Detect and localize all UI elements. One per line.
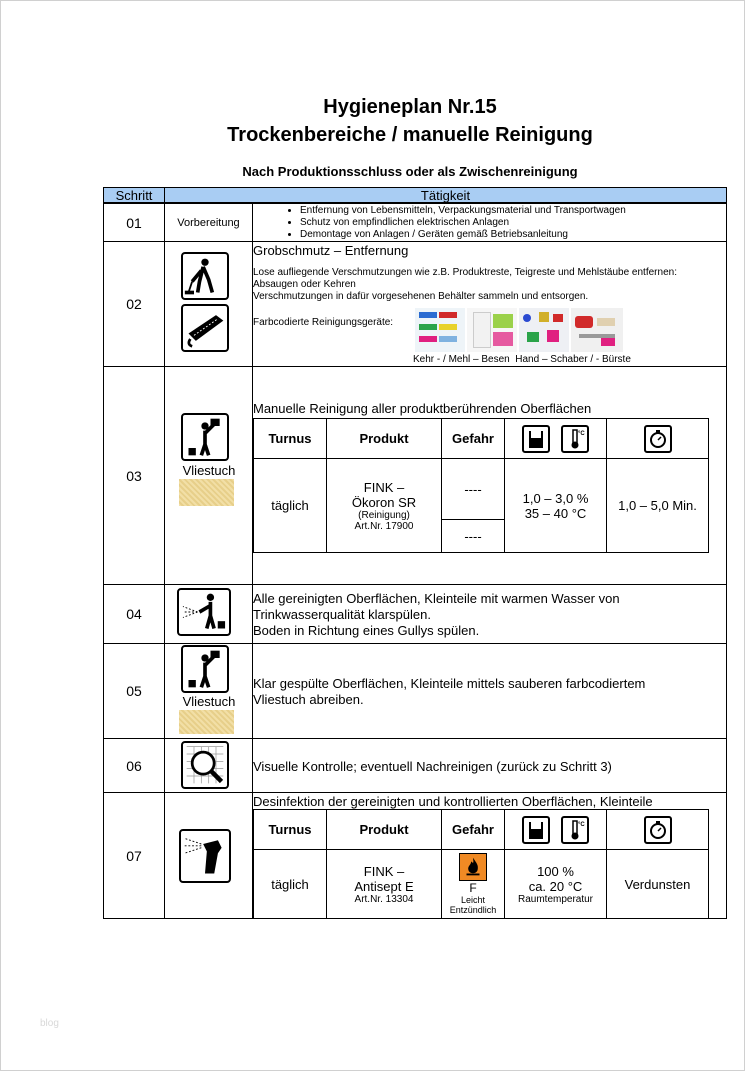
gefahr-text: Entzündlich <box>449 905 497 915</box>
step-number: 01 <box>104 204 165 241</box>
gefahr-text: Leicht <box>460 895 486 905</box>
step-content <box>253 204 726 241</box>
step-icon-cell <box>165 644 253 738</box>
header-taetigkeit: Tätigkeit <box>164 187 727 203</box>
col-zeit <box>607 810 709 850</box>
tools-caption: Kehr - / Mehl – Besen Hand – Schaber / - Bürste <box>413 354 631 365</box>
row-02 <box>103 241 727 367</box>
step-icon-cell <box>165 793 253 918</box>
col-gefahr: Gefahr <box>442 419 505 459</box>
brush-set-image <box>571 308 623 352</box>
watermark: blog <box>40 1018 59 1029</box>
flammable-hazard-icon <box>459 853 487 881</box>
produkt-type: (Reinigung) <box>358 509 410 521</box>
step-icon-cell <box>165 242 253 366</box>
row-04 <box>103 584 727 644</box>
header-schritt: Schritt <box>103 187 165 203</box>
beaker-icon <box>522 816 550 844</box>
step-text: Absaugen oder Kehren <box>253 279 356 290</box>
row-05 <box>103 643 727 739</box>
col-konz-temp <box>505 419 607 459</box>
step-number: 05 <box>104 644 165 738</box>
gefahr-value: ---- <box>442 459 505 520</box>
produkt-cell <box>327 850 442 919</box>
step-text: Klar gespülte Oberflächen, Kleinteile mittels sauberen farbcodiertem <box>253 676 646 691</box>
gefahr-cell <box>442 850 505 919</box>
dosage-table <box>253 418 709 553</box>
step-title: Desinfektion der gereinigten und kontrollierten Oberflächen, Kleinteile <box>253 794 653 809</box>
stopwatch-icon <box>644 816 672 844</box>
produkt-name2: Antisept E <box>354 878 414 894</box>
hand-scrapers-image <box>519 308 569 352</box>
produkt-art: Art.Nr. 13304 <box>354 893 414 905</box>
step-label: Vorbereitung <box>177 216 240 229</box>
col-gefahr: Gefahr <box>442 810 505 850</box>
sweeping-person-icon <box>181 252 229 300</box>
col-zeit <box>607 419 709 459</box>
temperatur: ca. 20 °C <box>528 878 583 894</box>
page-title-line1: Hygieneplan Nr.15 <box>323 96 497 118</box>
step-number: 07 <box>104 793 165 918</box>
bullet-item: • Entfernung von Lebensmitteln, Verpackungsmaterial und Transportwagen <box>300 205 726 217</box>
step-title: Grobschmutz – Entfernung <box>253 243 409 258</box>
step-text: Verschmutzungen in dafür vorgesehenen Behälter sammeln und entsorgen. <box>253 291 589 302</box>
step-label-cell <box>165 204 253 241</box>
vliestuch-label: Vliestuch <box>182 694 236 709</box>
step-text: Visuelle Kontrolle; eventuell Nachreinigen (zurück zu Schritt 3) <box>253 759 612 774</box>
step-text: Alle gereinigten Oberflächen, Kleinteile mit warmen Wasser von <box>253 591 620 606</box>
svg-text:°C: °C <box>578 430 586 437</box>
tools-label: Farbcodierte Reinigungsgeräte: <box>253 317 394 328</box>
wiping-person-icon <box>181 645 229 693</box>
step-text: Trinkwasserqualität klarspülen. <box>253 607 431 622</box>
konzentration: 100 % <box>537 863 574 879</box>
step-icon-cell <box>165 739 253 792</box>
row-06 <box>103 738 727 793</box>
col-konz-temp <box>505 810 607 850</box>
row-01 <box>103 203 727 242</box>
step-number: 02 <box>104 242 165 366</box>
brushes-image <box>415 308 465 352</box>
thermometer-icon <box>561 816 589 844</box>
step-title: Manuelle Reinigung aller produktberührenden Oberflächen <box>253 401 592 416</box>
step-text: Boden in Richtung eines Gullys spülen. <box>253 623 480 638</box>
vliestuch-image <box>179 710 234 734</box>
produkt-cell <box>327 459 442 553</box>
produkt-art: Art.Nr. 17900 <box>354 520 414 532</box>
konzentration: 1,0 – 3,0 % <box>522 490 589 506</box>
turnus-value: täglich <box>254 459 327 553</box>
col-turnus: Turnus <box>254 810 327 850</box>
step-content <box>253 242 726 366</box>
stopwatch-icon <box>644 425 672 453</box>
beaker-icon <box>522 425 550 453</box>
vliestuch-image <box>179 479 234 506</box>
row-07 <box>103 792 727 919</box>
produkt-name: FINK – <box>363 479 405 495</box>
wiping-person-icon <box>181 413 229 461</box>
zeit-value: 1,0 – 5,0 Min. <box>607 459 709 553</box>
step-number: 03 <box>104 367 165 584</box>
step-icon-cell <box>165 367 253 584</box>
produkt-name2: Ökoron SR <box>351 494 417 510</box>
step-content <box>253 585 726 643</box>
magnifier-inspection-icon <box>181 741 229 789</box>
col-produkt: Produkt <box>327 810 442 850</box>
temperatur-note: Raumtemperatur <box>517 893 594 905</box>
step-icon-cell <box>165 585 253 643</box>
step-content <box>253 644 726 738</box>
bullet-item: • Schutz von empfindlichen elektrischen Anlagen <box>300 217 726 229</box>
step-number: 04 <box>104 585 165 643</box>
vacuum-tool-icon <box>181 304 229 352</box>
spraying-person-icon <box>177 588 231 636</box>
step-content <box>253 367 726 584</box>
step-text: Lose aufliegende Verschmutzungen wie z.B. Produktreste, Teigreste und Mehlstäube entfernen: <box>253 267 677 278</box>
temperatur: 35 – 40 °C <box>524 505 587 521</box>
step-text: Vliestuch abreiben. <box>253 692 364 707</box>
thermometer-icon <box>561 425 589 453</box>
col-turnus: Turnus <box>254 419 327 459</box>
zeit-value: Verdunsten <box>607 850 709 919</box>
gefahr-code: F <box>469 881 477 895</box>
row-03 <box>103 366 727 585</box>
svg-text:°C: °C <box>578 821 586 828</box>
turnus-value: täglich <box>254 850 327 919</box>
step-content <box>253 739 726 792</box>
vliestuch-label: Vliestuch <box>182 463 236 478</box>
dosage-table <box>253 809 709 919</box>
gefahr-value: ---- <box>442 520 505 553</box>
produkt-name: FINK – <box>363 863 405 879</box>
konz-temp-cell <box>505 459 607 553</box>
scrapers-image <box>467 308 517 352</box>
col-produkt: Produkt <box>327 419 442 459</box>
step-number: 06 <box>104 739 165 792</box>
step-content <box>253 793 726 918</box>
page-subtitle: Nach Produktionsschluss oder als Zwischenreinigung <box>242 164 578 179</box>
bullet-item: • Demontage von Anlagen / Geräten gemäß Betriebsanleitung <box>300 229 726 241</box>
page-title-line2: Trockenbereiche / manuelle Reinigung <box>227 124 593 146</box>
konz-temp-cell <box>505 850 607 919</box>
disinfect-spray-icon <box>179 829 231 883</box>
